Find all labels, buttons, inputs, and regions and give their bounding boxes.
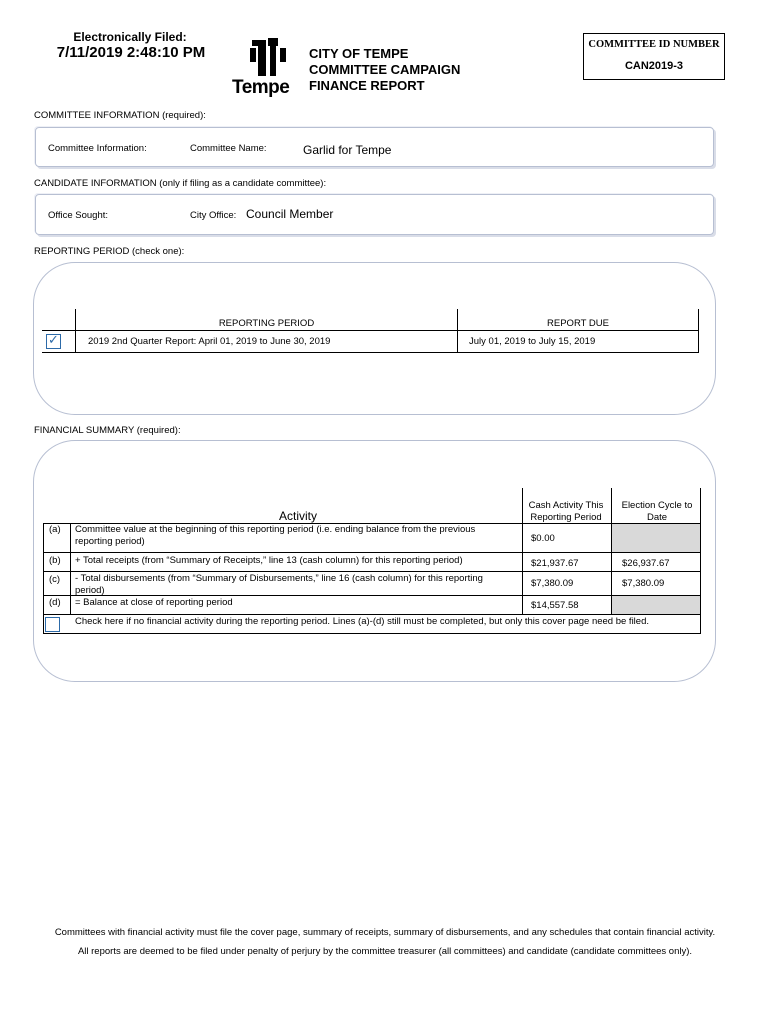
rp-row-due: July 01, 2019 to July 15, 2019 (469, 336, 596, 347)
committee-id-value: CAN2019-3 (624, 60, 684, 72)
rp-col-period: REPORTING PERIOD (218, 318, 315, 329)
candidate-info-panel (35, 194, 714, 235)
fs-row-b-text: + Total receipts (from “Summary of Receipts,” line 13 (cash column) for this reporting period) (75, 555, 463, 566)
committee-id-box (583, 33, 725, 80)
city-office-label: City Office: (190, 210, 237, 221)
committee-info-heading: COMMITTEE INFORMATION (required): (34, 110, 206, 121)
filed-label: Electronically Filed: (73, 30, 187, 44)
title-line-1: CITY OF TEMPE (309, 46, 409, 61)
committee-info-panel (35, 127, 714, 167)
fs-row-d-text: = Balance at close of reporting period (75, 597, 233, 608)
fs-row-a-letter: (a) (49, 524, 61, 535)
fs-col-cycle: Election Cycle to Date (621, 500, 693, 523)
financial-summary-heading: FINANCIAL SUMMARY (required): (34, 425, 181, 436)
fs-row-d-cash: $14,557.58 (531, 600, 579, 611)
candidate-info-heading: CANDIDATE INFORMATION (only if filing as a candidate committee): (34, 178, 327, 189)
office-sought-label: Office Sought: (48, 210, 109, 221)
city-office-value: Council Member (246, 207, 334, 221)
committee-name-label: Committee Name: (190, 143, 267, 154)
fs-shade-d (612, 596, 700, 614)
no-activity-checkbox[interactable] (45, 617, 60, 632)
footer-line-1: Committees with financial activity must file the cover page, summary of receipts, summary of disbursements, and any schedules that contain financial activity. (54, 927, 716, 938)
fs-row-c-cycle: $7,380.09 (622, 578, 665, 589)
fs-row-a-cash: $0.00 (531, 533, 555, 544)
fs-shade-a (612, 524, 700, 552)
rp-col-due: REPORT DUE (547, 318, 609, 329)
filed-timestamp: 7/11/2019 2:48:10 PM (56, 44, 206, 61)
rp-row-period: 2019 2nd Quarter Report: April 01, 2019 to June 30, 2019 (88, 336, 331, 347)
title-line-2: COMMITTEE CAMPAIGN (309, 62, 461, 77)
footer-line-2: All reports are deemed to be filed under penalty of perjury by the committee treasurer (all committees) and candidate (candidate committees only). (77, 946, 693, 957)
fs-row-b-letter: (b) (49, 555, 61, 566)
fs-row-c-text: - Total disbursements (from “Summary of Disbursements,” line 16 (cash column) for this reporting period) (75, 573, 483, 596)
no-activity-text: Check here if no financial activity during the reporting period. Lines (a)-(d) still must be completed, but only this cover page need be filed. (75, 616, 649, 627)
fs-row-c-letter: (c) (49, 574, 61, 585)
title-line-3: FINANCE REPORT (309, 78, 425, 93)
fs-row-b-cash: $21,937.67 (531, 558, 579, 569)
fs-row-a-text: Committee value at the beginning of this reporting period (i.e. ending balance from the previous reporting period) (75, 524, 476, 547)
check-mark-icon: ✓ (48, 332, 59, 347)
fs-activity-header: Activity (278, 509, 317, 523)
committee-name-value: Garlid for Tempe (303, 143, 392, 157)
committee-info-label: Committee Information: (48, 143, 147, 154)
tempe-logo-word: Tempe (232, 77, 290, 98)
committee-id-label: COMMITTEE ID NUMBER (588, 39, 720, 50)
fs-row-b-cycle: $26,937.67 (622, 558, 670, 569)
reporting-period-checkbox[interactable] (46, 334, 61, 349)
reporting-period-heading: REPORTING PERIOD (check one): (34, 246, 185, 257)
fs-row-d-letter: (d) (49, 597, 61, 608)
report-title (309, 46, 460, 94)
fs-row-c-cash: $7,380.09 (531, 578, 574, 589)
fs-col-cash: Cash Activity This Reporting Period (528, 500, 604, 523)
